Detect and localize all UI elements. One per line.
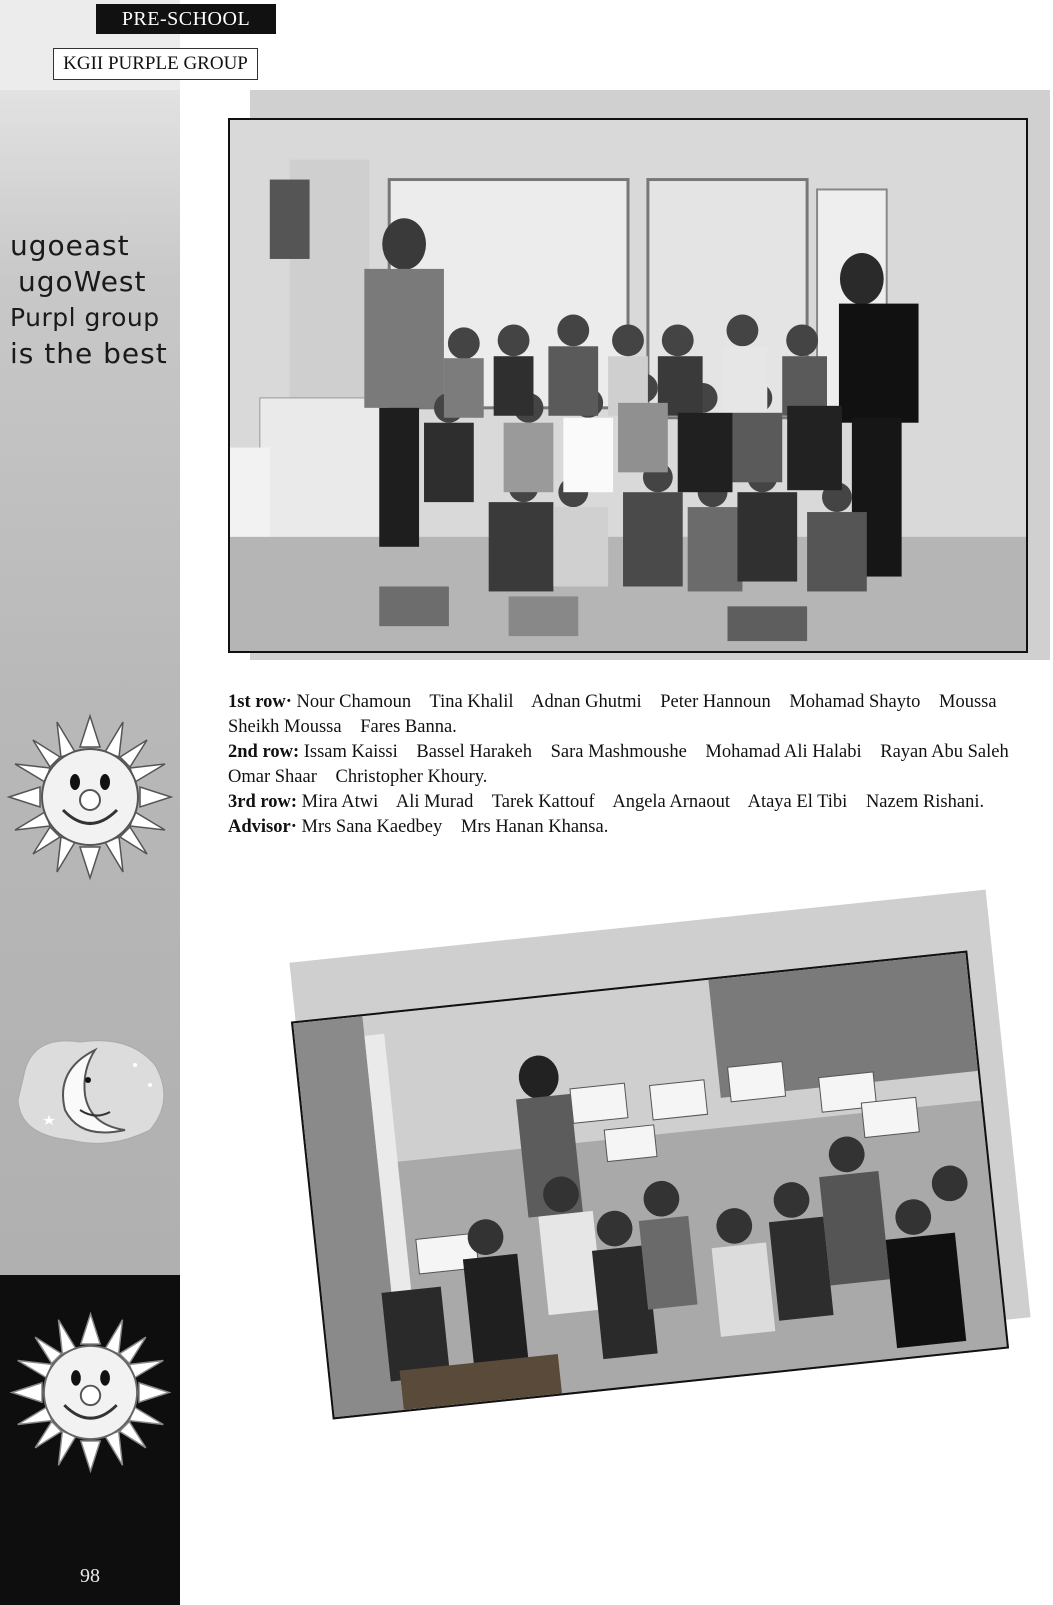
moon-smiley-icon <box>10 1030 175 1150</box>
handwritten-line: is the best <box>10 337 168 370</box>
page-number: 98 <box>80 1565 100 1587</box>
student-name: Ali Murad <box>395 792 474 812</box>
caption-row-3 <box>228 790 1028 815</box>
handwritten-line: ugoeast <box>10 229 130 262</box>
flag-day-photo <box>291 951 1009 1420</box>
student-name: Mohamad Shayto <box>789 692 921 712</box>
student-name: Bassel Harakeh <box>416 742 532 762</box>
caption-advisor <box>228 815 1028 840</box>
student-name: Nazem Rishani. <box>865 792 985 812</box>
handwritten-line: Purpl group <box>10 303 160 332</box>
student-name: Issam Kaissi <box>303 742 398 762</box>
caption-label: 2nd row: <box>228 742 300 762</box>
group-label: KGII PURPLE GROUP <box>53 48 258 80</box>
student-name: Moussa Sheikh Moussa <box>228 692 997 737</box>
sun-smiley-icon <box>8 1310 173 1475</box>
caption-row-2 <box>228 740 1028 790</box>
class-photo <box>228 118 1028 653</box>
section-label: PRE-SCHOOL <box>96 4 276 34</box>
advisor-name: Mrs Hanan Khansa. <box>460 817 609 837</box>
student-name: Omar Shaar <box>228 767 317 787</box>
student-name: Mohamad Ali Halabi <box>705 742 862 762</box>
sun-smiley-icon <box>5 712 175 882</box>
student-name: Peter Hannoun <box>660 692 771 712</box>
caption-label: Advisor· <box>228 817 297 837</box>
student-name: Fares Banna. <box>360 717 457 737</box>
student-name: Angela Arnaout <box>612 792 730 812</box>
student-name: Sara Mashmoushe <box>550 742 687 762</box>
student-name: Christopher Khoury. <box>335 767 488 787</box>
caption-label: 3rd row: <box>228 792 298 812</box>
student-name: Nour Chamoun <box>296 692 412 712</box>
handwritten-note <box>10 228 250 372</box>
student-name: Adnan Ghutmi <box>531 692 642 712</box>
student-name: Tarek Kattouf <box>491 792 595 812</box>
photo-caption <box>228 690 1028 840</box>
student-name: Rayan Abu Saleh <box>880 742 1009 762</box>
caption-row-1 <box>228 690 1028 740</box>
caption-label: 1st row· <box>228 692 292 712</box>
student-name: Ataya El Tibi <box>747 792 848 812</box>
handwritten-line: ugoWest <box>18 265 147 298</box>
student-name: Mira Atwi <box>301 792 379 812</box>
student-name: Tina Khalil <box>429 692 514 712</box>
advisor-name: Mrs Sana Kaedbey <box>301 817 443 837</box>
